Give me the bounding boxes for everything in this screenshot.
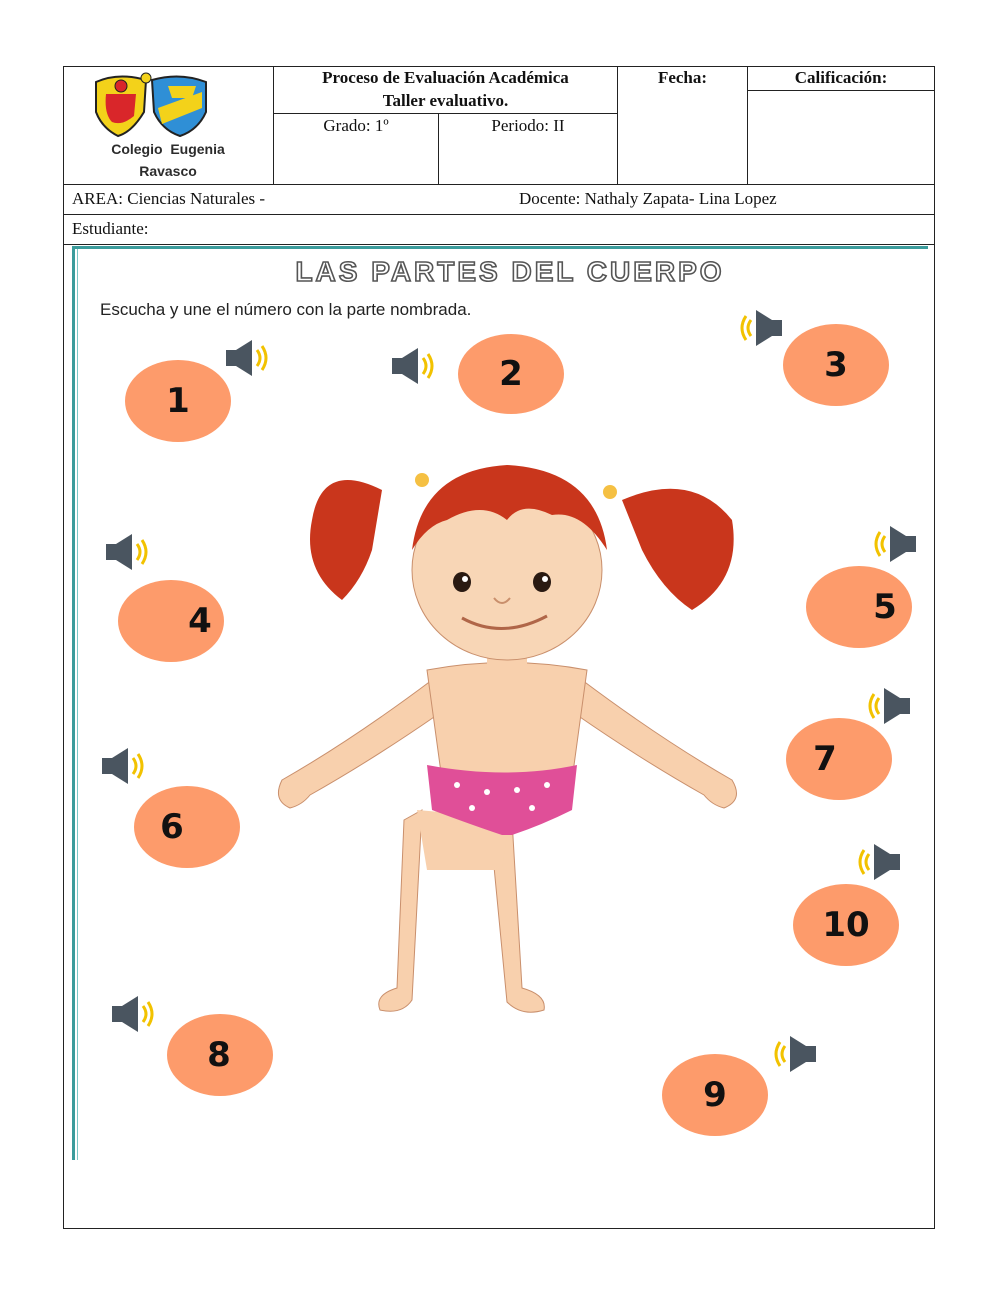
- score-label: Calificación:: [794, 68, 888, 87]
- worksheet-title: LAS PARTES DEL CUERPO: [295, 256, 725, 287]
- school-name-line1: Colegio Eugenia: [111, 141, 225, 157]
- speaker-icon[interactable]: [110, 994, 156, 1034]
- process-title: Proceso de Evaluación Académica: [322, 68, 569, 87]
- number-bubble-3[interactable]: 3: [783, 324, 889, 406]
- speaker-icon[interactable]: [866, 686, 912, 726]
- speaker-icon[interactable]: [100, 746, 146, 786]
- speaker-icon[interactable]: [390, 346, 436, 386]
- school-crest-icon: [88, 68, 218, 140]
- number-bubble-4[interactable]: 4: [118, 580, 224, 662]
- number-bubble-9[interactable]: 9: [662, 1054, 768, 1136]
- date-field[interactable]: [618, 92, 747, 182]
- number-bubble-1[interactable]: 1: [125, 360, 231, 442]
- date-label: Fecha:: [657, 68, 708, 87]
- teacher-label: Docente: Nathaly Zapata- Lina Lopez: [519, 189, 777, 208]
- speaker-icon[interactable]: [856, 842, 902, 882]
- speaker-icon[interactable]: [104, 532, 150, 572]
- number-bubble-8[interactable]: 8: [167, 1014, 273, 1096]
- instruction-text: Escucha y une el número con la parte nombrada.: [100, 300, 472, 319]
- girl-illustration: [262, 440, 752, 1030]
- period-label: Periodo: II: [491, 116, 565, 135]
- speaker-icon[interactable]: [772, 1034, 818, 1074]
- grade-label: Grado: 1º: [323, 116, 389, 135]
- area-label: AREA: Ciencias Naturales -: [72, 189, 266, 208]
- student-name-field[interactable]: [160, 216, 930, 242]
- number-bubble-5[interactable]: 5: [806, 566, 912, 648]
- workshop-subtitle: Taller evaluativo.: [382, 91, 509, 110]
- number-bubble-7[interactable]: 7: [786, 718, 892, 800]
- school-logo: [88, 68, 218, 140]
- score-field[interactable]: [748, 92, 934, 182]
- number-bubble-2[interactable]: 2: [458, 334, 564, 414]
- speaker-icon[interactable]: [738, 308, 784, 348]
- number-bubble-6[interactable]: 6: [134, 786, 240, 868]
- school-name-line2: Ravasco: [139, 163, 197, 179]
- number-bubble-10[interactable]: 10: [793, 884, 899, 966]
- student-label: Estudiante:: [72, 219, 149, 238]
- speaker-icon[interactable]: [224, 338, 270, 378]
- speaker-icon[interactable]: [872, 524, 918, 564]
